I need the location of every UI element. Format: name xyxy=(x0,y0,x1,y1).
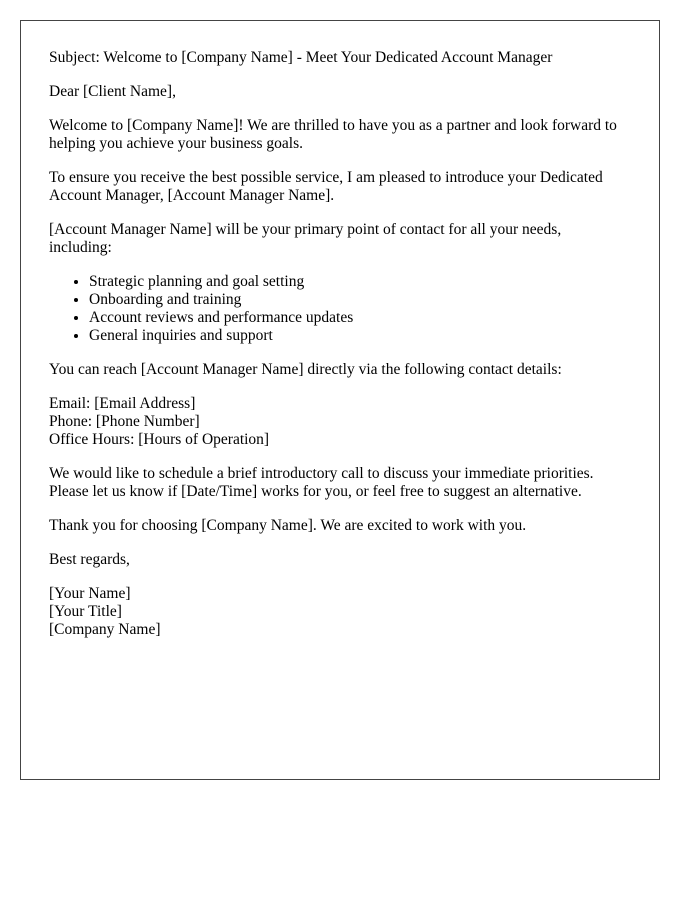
closing-line: Best regards, xyxy=(49,551,130,568)
welcome-paragraph: Welcome to [Company Name]! We are thrilled to have you as a partner and look forward to helping you achieve your business goals. xyxy=(49,117,617,152)
office-hours-line: Office Hours: [Hours of Operation] xyxy=(49,431,270,448)
reach-paragraph: You can reach [Account Manager Name] directly via the following contact details: xyxy=(49,361,562,378)
intro-paragraph: To ensure you receive the best possible service, I am pleased to introduce your Dedicated Account Manager, [Account Manager Name]. xyxy=(49,169,603,204)
signature-block xyxy=(49,585,624,639)
letter-subject: Subject: Welcome to [Company Name] - Meet Your Dedicated Account Manager xyxy=(49,49,553,66)
list-item: • Onboarding and training xyxy=(89,291,631,309)
contact-details xyxy=(49,395,624,449)
thanks-paragraph: Thank you for choosing [Company Name]. We are excited to work with you. xyxy=(49,517,527,534)
signature-title: [Your Title] xyxy=(49,603,122,620)
letter-container xyxy=(20,20,660,780)
schedule-paragraph: We would like to schedule a brief introductory call to discuss your immediate priorities. Please let us know if [Date/Time] works for you, or feel free to suggest an alternative. xyxy=(49,465,594,500)
phone-line: Phone: [Phone Number] xyxy=(49,413,200,430)
signature-company: [Company Name] xyxy=(49,621,161,638)
email-line: Email: [Email Address] xyxy=(49,395,196,412)
list-item: • Strategic planning and goal setting xyxy=(89,273,631,291)
list-item: • General inquiries and support xyxy=(89,327,631,345)
signature-name: [Your Name] xyxy=(49,585,131,602)
list-item: • Account reviews and performance updates xyxy=(89,309,631,327)
contact-point-paragraph: [Account Manager Name] will be your primary point of contact for all your needs, including: xyxy=(49,221,562,256)
services-list xyxy=(49,273,631,345)
letter-greeting: Dear [Client Name], xyxy=(49,83,176,100)
